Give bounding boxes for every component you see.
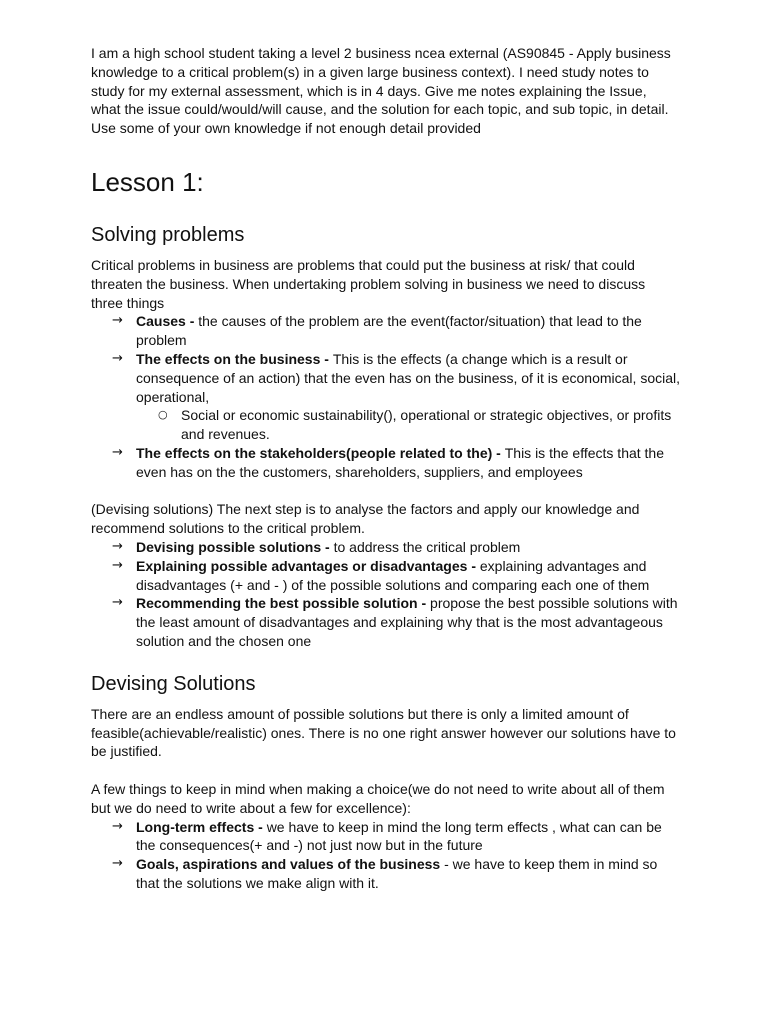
devising-solutions-paragraph: There are an endless amount of possible solutions but there is only a limited amount of feasible(achievable/realistic) ones. There is no one right answer however our solutions have to be justified. bbox=[91, 705, 676, 760]
arrow-icon: → bbox=[112, 856, 123, 872]
list-item-text: This is the effects (a change which is a result or consequence of an action) that the even has on the business, of it is economical, social, operational, bbox=[136, 350, 680, 405]
list-item-text: explaining advantages and disadvantages (+ and - ) of the possible solutions and comparing each one of them bbox=[136, 557, 650, 593]
list-item-text: propose the best possible solutions with the least amount of disadvantages and explaining why that is the most advantageous solution and the chosen one bbox=[136, 595, 678, 649]
list-item-term: Causes - bbox=[136, 313, 199, 330]
solving-problems-list bbox=[91, 312, 680, 481]
list-item-term: Goals, aspirations and values of the business bbox=[136, 856, 441, 873]
list-item-term: Recommending the best possible solution - bbox=[136, 595, 431, 612]
list-item-text: to address the critical problem bbox=[333, 538, 521, 555]
arrow-icon: → bbox=[112, 557, 123, 573]
list-item-term: The effects on the business - bbox=[136, 350, 333, 367]
solving-problems-paragraph: Critical problems in business are problems that could put the business at risk/ that could threaten the business. When undertaking problem solving in business we need to discuss three things bbox=[91, 256, 646, 311]
devising-solutions-intro-paragraph: (Devising solutions) The next step is to analyse the factors and apply our knowledge and recommend solutions to the critical problem. bbox=[91, 501, 640, 537]
list-item-text: the causes of the problem are the event(factor/situation) that lead to the problem bbox=[136, 313, 642, 349]
circle-bullet-icon: ○ bbox=[158, 408, 168, 422]
list-item-term: Long-term effects - bbox=[136, 818, 267, 835]
section-heading-solving-problems: Solving problems bbox=[91, 223, 245, 246]
sub-list-item-text: Social or economic sustainability(), operational or strategic objectives, or profits and revenues. bbox=[181, 407, 672, 443]
sub-list-item bbox=[136, 406, 680, 444]
lesson-title: Lesson 1: bbox=[91, 166, 204, 197]
list-item-term: Devising possible solutions - bbox=[136, 538, 334, 555]
list-item bbox=[91, 818, 680, 856]
sub-list bbox=[136, 406, 680, 444]
list-item bbox=[91, 312, 680, 350]
list-item bbox=[91, 538, 680, 557]
devising-steps-list bbox=[91, 538, 680, 651]
section-heading-devising-solutions: Devising Solutions bbox=[91, 672, 256, 695]
list-item bbox=[91, 557, 680, 595]
list-item-term: The effects on the stakeholders(people related to the) - bbox=[136, 444, 505, 461]
considerations-list bbox=[91, 818, 680, 893]
list-item bbox=[91, 855, 680, 893]
choice-considerations-paragraph: A few things to keep in mind when making a choice(we do not need to write about all of them but we do need to write about a few for excellence): bbox=[91, 780, 665, 816]
arrow-icon: → bbox=[112, 444, 123, 460]
arrow-icon: → bbox=[112, 313, 123, 329]
list-item bbox=[91, 350, 680, 444]
list-item-text: we have to keep in mind the long term effects , what can can be the consequences(+ and -) not just now but in the future bbox=[136, 818, 662, 854]
arrow-icon: → bbox=[112, 595, 123, 611]
list-item-text: This is the effects that the even has on the the customers, shareholders, suppliers, and employees bbox=[136, 444, 665, 480]
list-item bbox=[91, 594, 680, 650]
arrow-icon: → bbox=[112, 350, 123, 366]
arrow-icon: → bbox=[112, 818, 123, 834]
arrow-icon: → bbox=[112, 538, 123, 554]
list-item bbox=[91, 444, 680, 482]
list-item-text: - we have to keep them in mind so that the solutions we make align with it. bbox=[136, 856, 658, 891]
list-item-term: Explaining possible advantages or disadvantages - bbox=[136, 557, 480, 574]
intro-paragraph: I am a high school student taking a level 2 business ncea external (AS90845 - Apply business knowledge to a critical problem(s) in a given large business context). I need study notes to study for my external assessment, which is in 4 days. Give me notes explaining the Issue, what the issue could/would/will cause, and the solution for each topic, and sub topic, in detail. Use some of your own knowledge if not enough detail provided bbox=[91, 45, 671, 137]
